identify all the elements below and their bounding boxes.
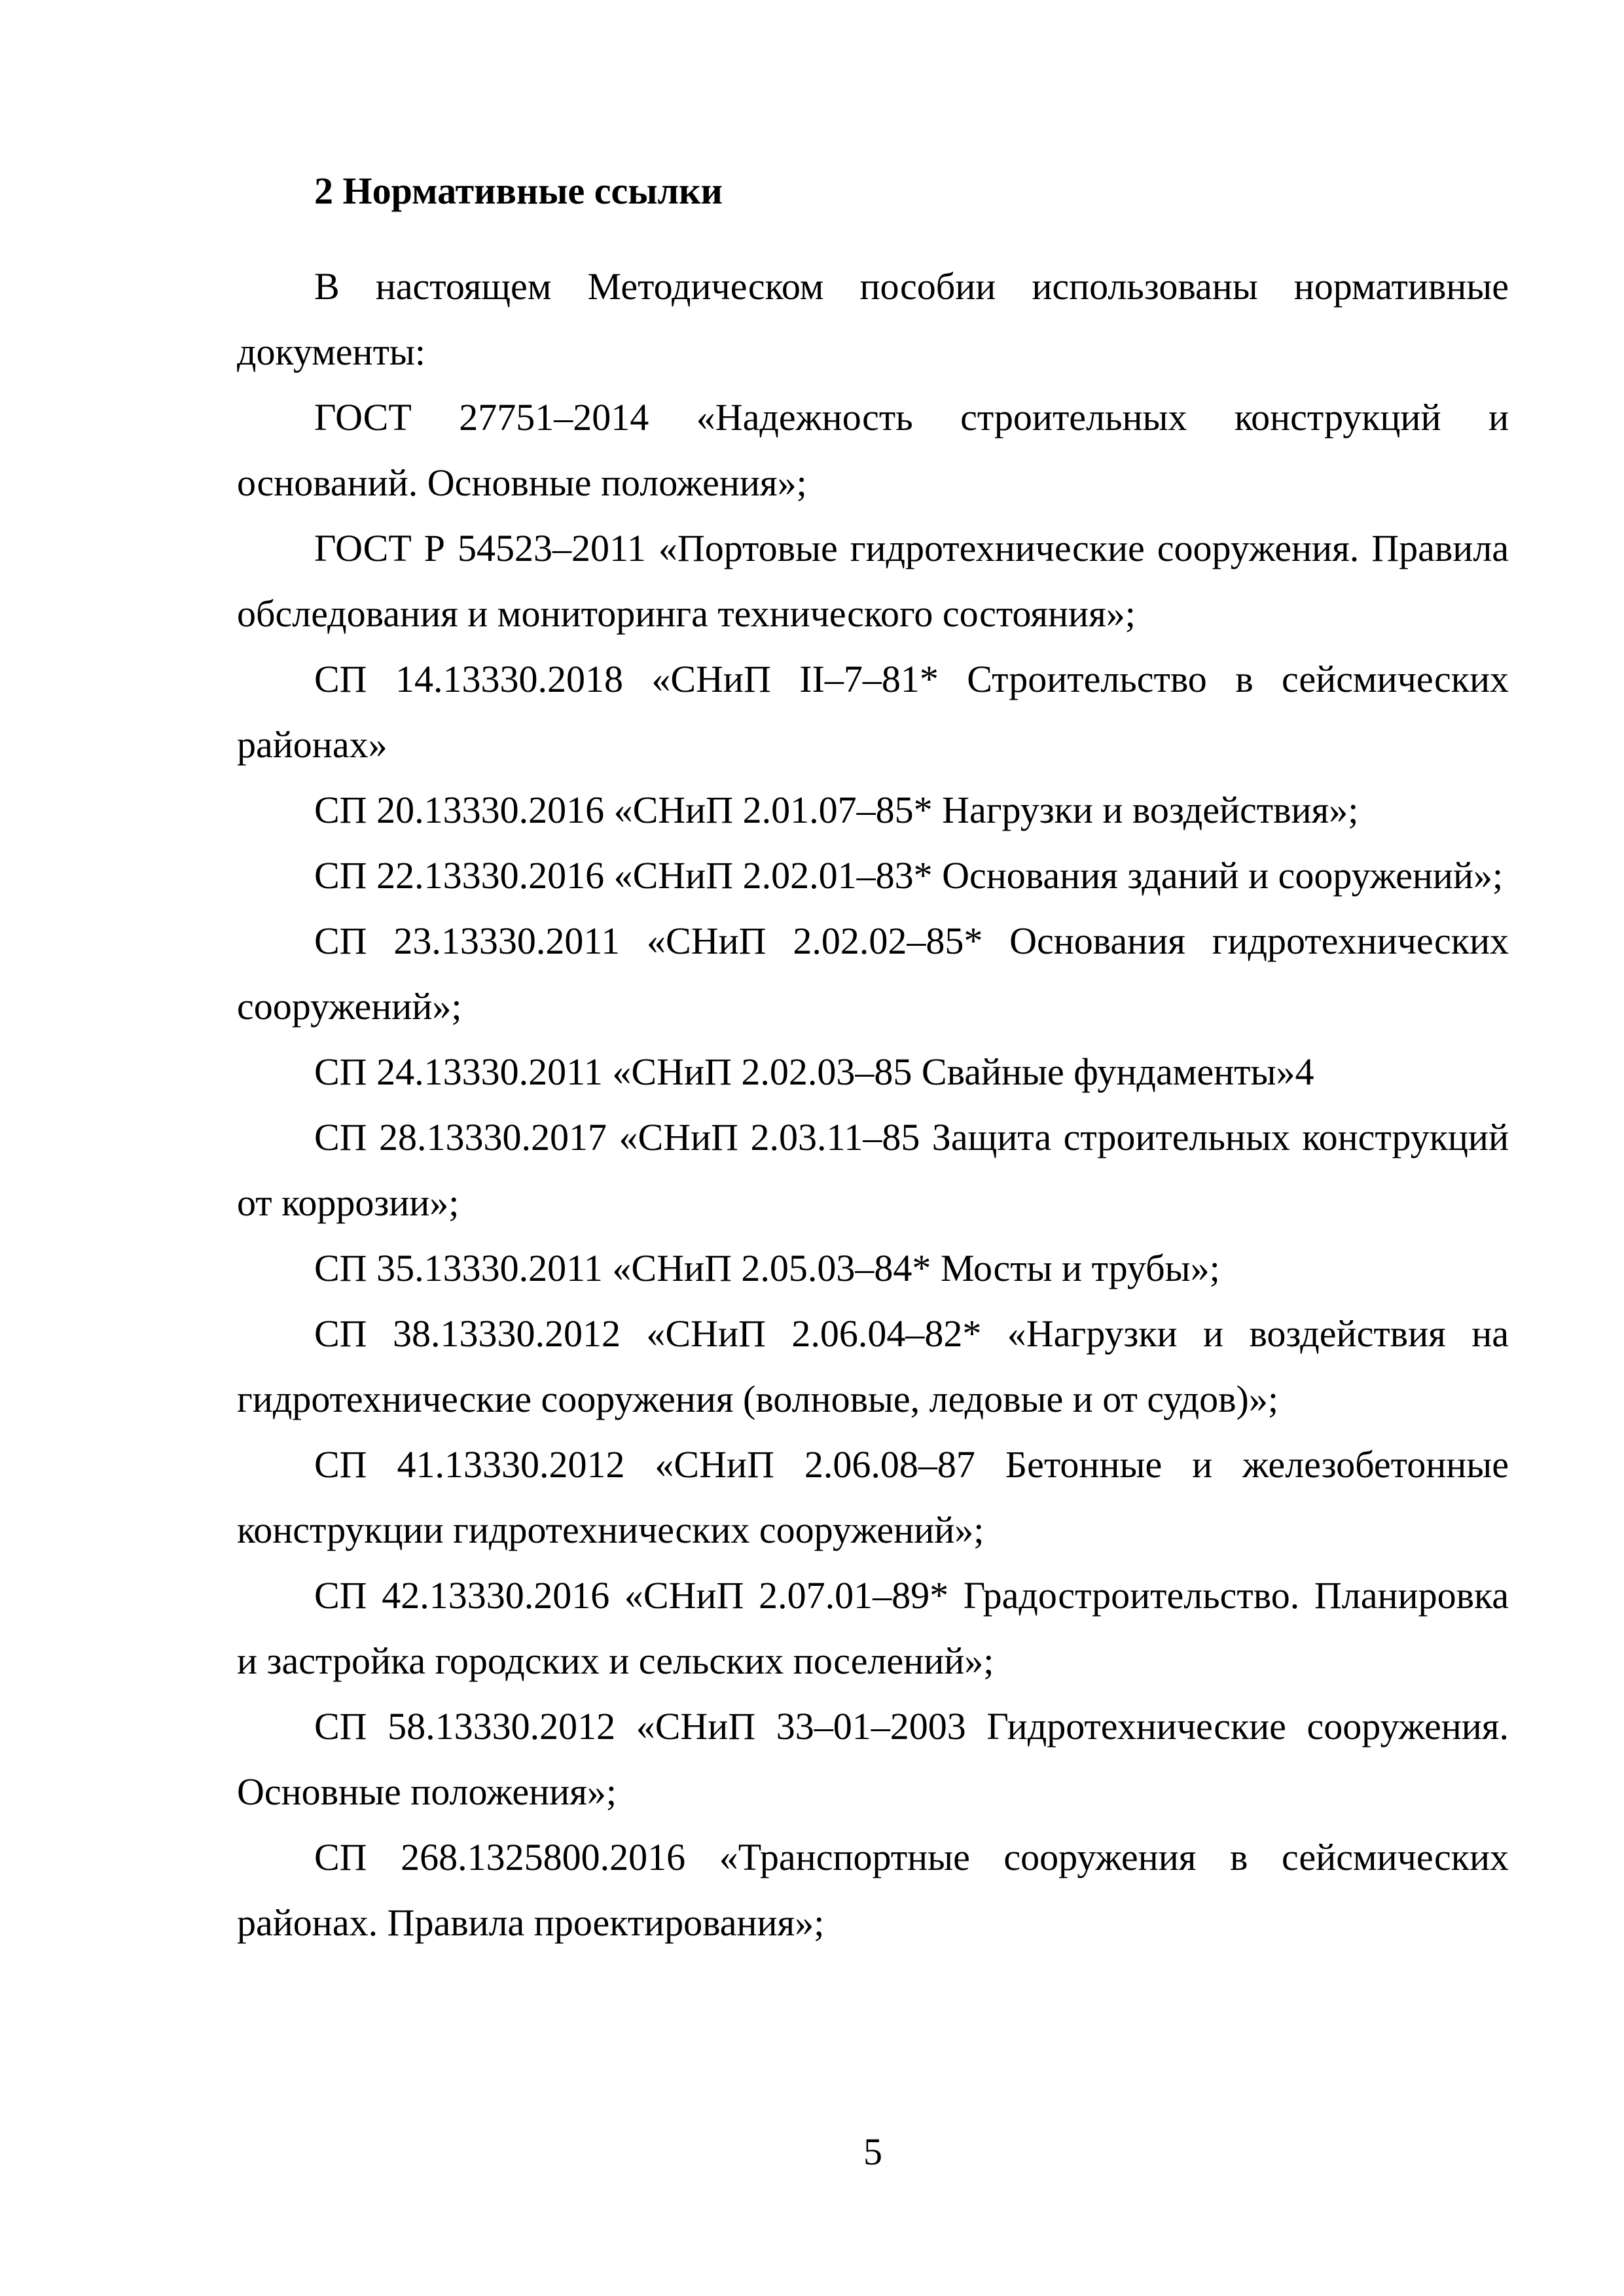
paragraph-list xyxy=(237,254,1509,1956)
paragraph: В настоящем Методическом пособии использованы нормативные документы: xyxy=(237,265,1509,373)
paragraph: СП 22.13330.2016 «СНиП 2.02.01–83* Основания зданий и сооружений»; xyxy=(314,854,1504,897)
paragraph: СП 42.13330.2016 «СНиП 2.07.01–89* Градостроительство. Планировка и застройка городских и сельских поселений»; xyxy=(237,1574,1509,1682)
section-heading: 2 Нормативные ссылки xyxy=(314,170,723,212)
paragraph: ГОСТ Р 54523–2011 «Портовые гидротехнические сооружения. Правила обследования и мониторинга технического состояния»; xyxy=(237,527,1509,635)
paragraph: СП 268.1325800.2016 «Транспортные сооружения в сейсмических районах. Правила проектирования»; xyxy=(237,1836,1509,1944)
paragraph: СП 14.13330.2018 «СНиП II–7–81* Строительство в сейсмических районах» xyxy=(237,658,1509,766)
paragraph: СП 35.13330.2011 «СНиП 2.05.03–84* Мосты и трубы»; xyxy=(314,1247,1220,1289)
paragraph: СП 23.13330.2011 «СНиП 2.02.02–85* Основания гидротехнических сооружений»; xyxy=(237,920,1509,1028)
page-number: 5 xyxy=(863,2130,882,2173)
paragraph: СП 41.13330.2012 «СНиП 2.06.08–87 Бетонные и железобетонные конструкции гидротехнических сооружений»; xyxy=(237,1443,1509,1551)
paragraph: СП 38.13330.2012 «СНиП 2.06.04–82* «Нагрузки и воздействия на гидротехнические сооружения (волновые, ледовые и от судов)»; xyxy=(237,1312,1509,1420)
paragraph: СП 20.13330.2016 «СНиП 2.01.07–85* Нагрузки и воздействия»; xyxy=(314,789,1359,831)
paragraph: СП 28.13330.2017 «СНиП 2.03.11–85 Защита строительных конструкций от коррозии»; xyxy=(237,1116,1509,1224)
paragraph: СП 24.13330.2011 «СНиП 2.02.03–85 Свайные фундаменты»4 xyxy=(314,1050,1314,1093)
page-content xyxy=(237,158,1509,1956)
paragraph: СП 58.13330.2012 «СНиП 33–01–2003 Гидротехнические сооружения. Основные положения»; xyxy=(237,1705,1509,1813)
paragraph: ГОСТ 27751–2014 «Надежность строительных конструкций и оснований. Основные положения»; xyxy=(237,396,1509,504)
